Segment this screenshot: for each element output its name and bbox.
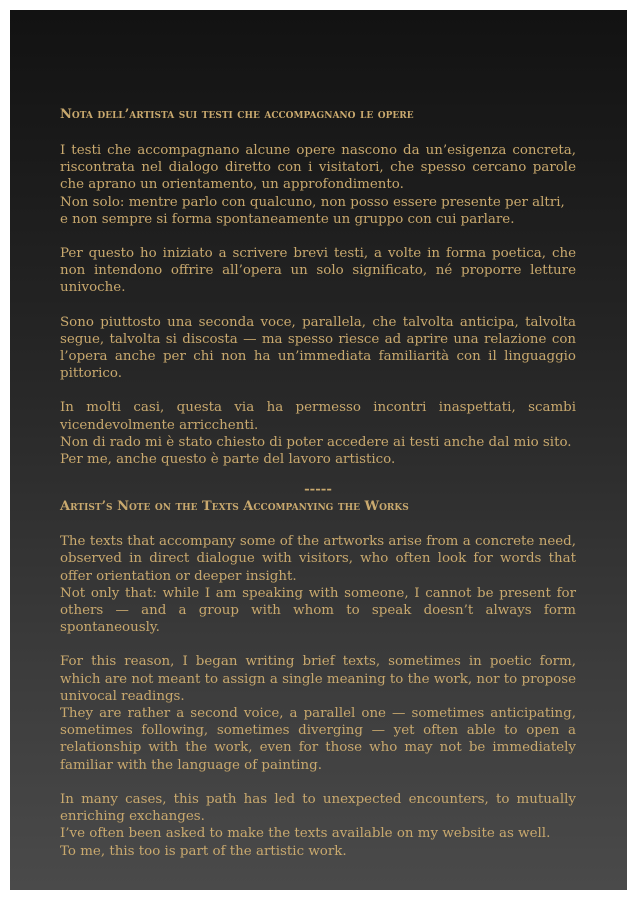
- paragraph-gap: [60, 774, 576, 791]
- english-section: [60, 498, 576, 859]
- english-paragraph-7: To me, this too is part of the artistic work.: [60, 843, 347, 859]
- paragraph-gap: [60, 382, 576, 399]
- italian-paragraph-2: Non solo: mentre parlo con qualcuno, non posso essere presente per altri, e non sempre si forma spontaneamente un gruppo con cui parlare.: [60, 194, 565, 227]
- english-paragraph-3: For this reason, I began writing brief texts, sometimes in poetic form, which are not meant to assign a single meaning to the work, nor to propose univocal readings.: [60, 654, 576, 704]
- paragraph-gap: [60, 636, 576, 653]
- italian-paragraph-5: In molti casi, questa via ha permesso incontri inaspettati, scambi vicendevolmente arricchenti.: [60, 400, 576, 433]
- italian-paragraph-4: Sono piuttosto una seconda voce, parallela, che talvolta anticipa, talvolta segue, talvolta si discosta — ma spesso riesce ad aprire una relazione con l’opera anche per chi non ha un’immediata familiarità con il linguaggio pittorico.: [60, 314, 576, 382]
- italian-paragraph-7: Per me, anche questo è parte del lavoro artistico.: [60, 452, 396, 468]
- italian-section: [60, 106, 576, 468]
- italian-paragraph-3: Per questo ho iniziato a scrivere brevi testi, a volte in forma poetica, che non intendono offrire all’opera un solo significato, né proporre letture univoche.: [60, 246, 576, 296]
- paragraph-gap: [60, 297, 576, 314]
- italian-paragraph-1: I testi che accompagnano alcune opere nascono da un’esigenza concreta, riscontrata nel dialogo diretto con i visitatori, che spesso cercano parole che aprano un orientamento, un approfondimento.: [60, 143, 576, 193]
- english-paragraph-6: I’ve often been asked to make the texts available on my website as well.: [60, 826, 551, 842]
- document-content: [60, 106, 576, 860]
- italian-paragraph-6: Non di rado mi è stato chiesto di poter accedere ai testi anche dal mio sito.: [60, 434, 572, 450]
- document-page: [10, 10, 627, 890]
- english-paragraph-4: They are rather a second voice, a parallel one — sometimes anticipating, sometimes following, sometimes diverging — yet often able to open a relationship with the work, even for those who may not be immediately familiar with the language of painting.: [60, 706, 576, 773]
- english-paragraph-1: The texts that accompany some of the artworks arise from a concrete need, observed in direct dialogue with visitors, who often look for words that offer orientation or deeper insight.: [60, 534, 576, 584]
- english-heading: Artist’s Note on the Texts Accompanying the Works: [60, 499, 409, 515]
- section-divider: -----: [304, 481, 332, 498]
- paragraph-gap: [60, 228, 576, 245]
- english-paragraph-2: Not only that: while I am speaking with someone, I cannot be present for others — and a group with whom to speak doesn’t always form spontaneously.: [60, 585, 576, 636]
- english-paragraph-5: In many cases, this path has led to unexpected encounters, to mutually enriching exchanges.: [60, 791, 576, 825]
- italian-heading: Nota dell’artista sui testi che accompagnano le opere: [60, 107, 414, 122]
